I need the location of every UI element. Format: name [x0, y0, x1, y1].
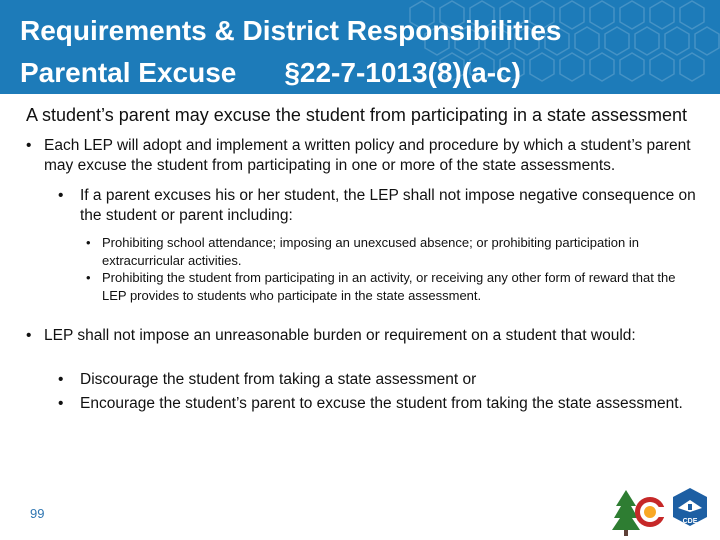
title-bar [0, 0, 720, 94]
bullet-dot-icon: • [58, 187, 64, 204]
title-line-2-left: Parental Excuse [20, 57, 237, 88]
title-line-1: Requirements & District Responsibilities [20, 15, 562, 46]
sub-sub-bullet-reward-text: Prohibiting the student from participating in an activity, or receiving any other form of reward that the LEP provides to students who participate in the state assessment. [102, 270, 676, 303]
lead-paragraph: A student’s parent may excuse the student from participating in a state assessment [26, 105, 688, 125]
page-number: 99 [30, 506, 45, 521]
cde-logo-icon [673, 488, 707, 526]
bullet-dot-icon: • [86, 270, 91, 285]
sub-sub-bullet-attendance-text: Prohibiting school attendance; imposing an unexcused absence; or prohibiting participation in extracurricular activities. [102, 235, 639, 268]
bullet-burden-text: LEP shall not impose an unreasonable burden or requirement on a student that would: [44, 327, 636, 344]
sub-bullet-discourage-text: Discourage the student from taking a state assessment or [80, 371, 477, 388]
slide-body [26, 104, 696, 414]
sub-bullet-encourage-text: Encourage the student’s parent to excuse the student from taking the state assessment. [80, 395, 683, 412]
bullet-dot-icon: • [26, 137, 32, 154]
sub-sub-bullet-attendance [86, 234, 696, 269]
bullet-dot-icon: • [86, 235, 91, 250]
title-line-2-right: §22-7-1013(8)(a-c) [284, 57, 521, 88]
bullet-dot-icon: • [58, 395, 64, 412]
cde-logo-text: CDE [682, 518, 698, 525]
sub-bullet-encourage [58, 394, 696, 414]
colorado-cde-logos [612, 482, 718, 538]
sub-sub-bullet-reward [86, 269, 696, 304]
bullet-policy [26, 136, 696, 176]
slide-title [20, 10, 561, 94]
sub-bullet-discourage [58, 370, 696, 390]
colorado-tree-logo-icon [612, 490, 666, 536]
bullet-burden [26, 326, 696, 346]
sub-bullet-consequence [58, 186, 696, 226]
bullet-dot-icon: • [58, 371, 64, 388]
bullet-dot-icon: • [26, 327, 32, 344]
bullet-policy-text: Each LEP will adopt and implement a written policy and procedure by which a student’s parent may excuse the student from participating in one or more of the state assessments. [44, 137, 691, 174]
sub-bullet-consequence-text: If a parent excuses his or her student, the LEP shall not impose negative consequence on the student or parent including: [80, 187, 696, 224]
